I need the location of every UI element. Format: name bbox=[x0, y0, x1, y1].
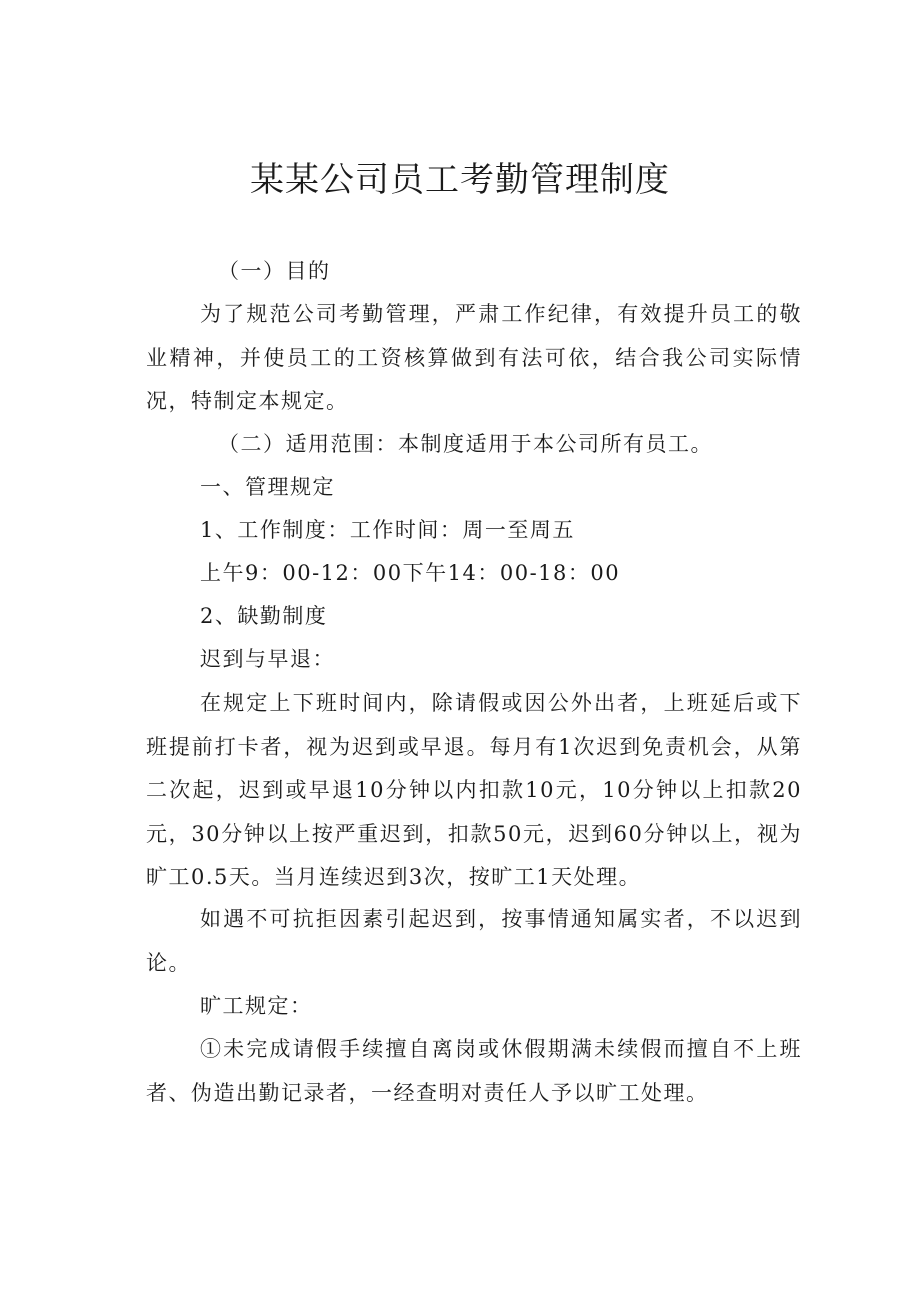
work-hours-paragraph: 上午9：00-12：00下午14：00-18：00 bbox=[200, 561, 621, 585]
purpose-paragraph: 为了规范公司考勤管理，严肃工作纪律，有效提升员工的敬业精神，并使员工的工资核算做到有法可依，结合我公司实际情况，特制定本规定。 bbox=[146, 302, 802, 413]
work-system-paragraph: 1、工作制度：工作时间：周一至周五 bbox=[200, 518, 575, 542]
section-management-heading: 一、管理规定 bbox=[200, 475, 335, 499]
late-early-heading: 迟到与早退： bbox=[200, 647, 335, 671]
late-early-paragraph: 在规定上下班时间内，除请假或因公外出者，上班延后或下班提前打卡者，视为迟到或早退。每月有1次迟到免责机会，从第二次起，迟到或早退10分钟以内扣款10元，10分钟以上扣款20元，30分钟以上按严重迟到，扣款50元，迟到60分钟以上，视为旷工0.5天。当月连续迟到3次，按旷工1天处理。 bbox=[146, 691, 802, 889]
absence-system-heading: 2、缺勤制度 bbox=[200, 604, 328, 628]
document-title: 某某公司员工考勤管理制度 bbox=[250, 160, 670, 200]
section-purpose-heading: （一）目的 bbox=[218, 259, 331, 283]
section-scope-paragraph: （二）适用范围：本制度适用于本公司所有员工。 bbox=[218, 432, 713, 456]
force-majeure-paragraph: 如遇不可抗拒因素引起迟到，按事情通知属实者，不以迟到论。 bbox=[146, 907, 802, 975]
absenteeism-rule-1: ①未完成请假手续擅自离岗或休假期满未续假而擅自不上班者、伪造出勤记录者，一经查明对责任人予以旷工处理。 bbox=[146, 1037, 802, 1105]
absenteeism-heading: 旷工规定： bbox=[200, 994, 313, 1018]
